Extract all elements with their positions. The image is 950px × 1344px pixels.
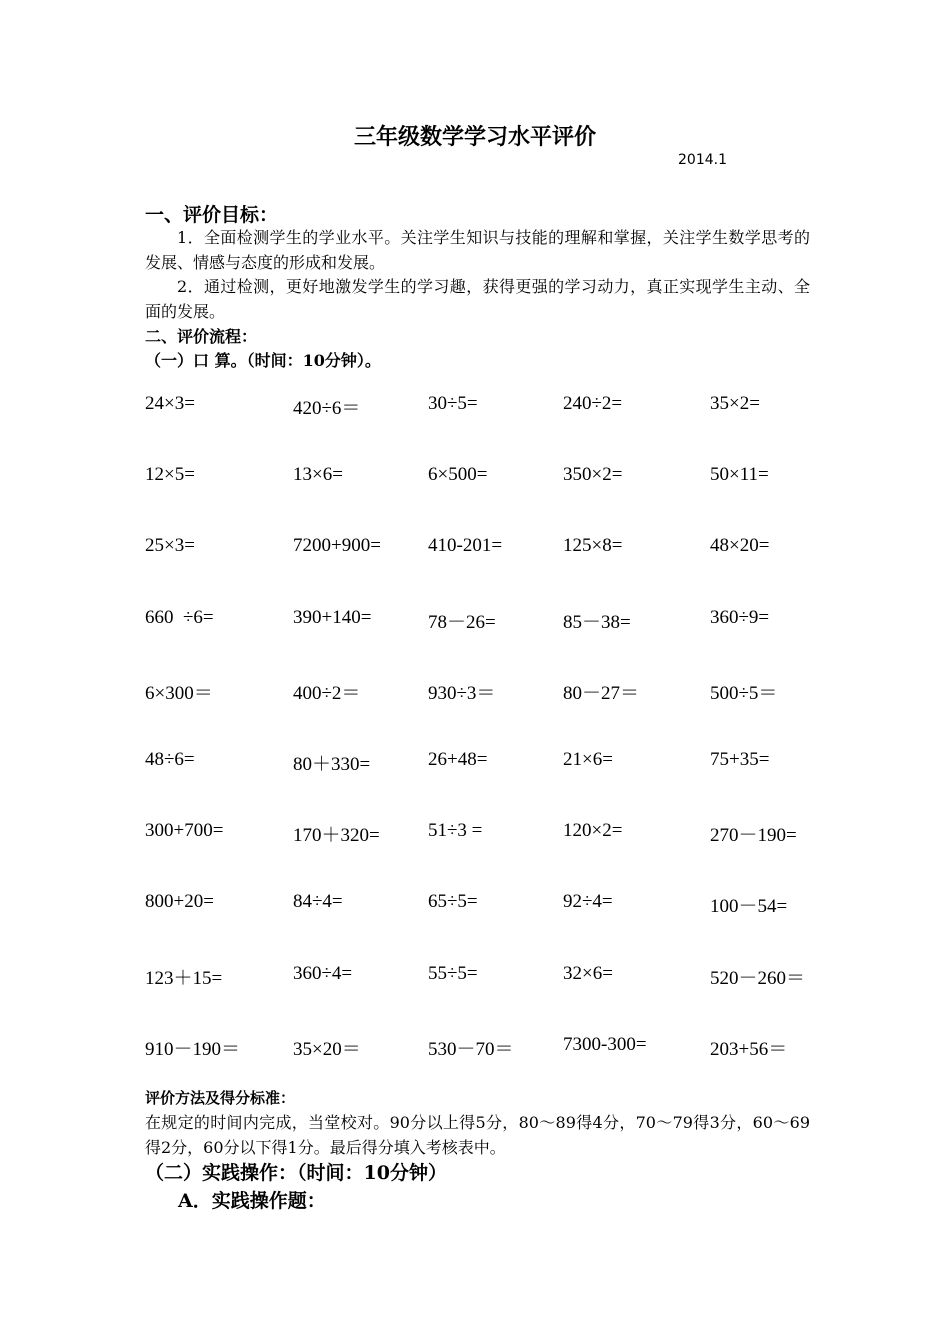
arithmetic-problem: 80＋330= — [293, 753, 371, 775]
arithmetic-problem: 7300-300= — [563, 1033, 647, 1055]
arithmetic-problem: 203+56＝ — [710, 1038, 788, 1060]
goal-paragraph-2: 2．通过检测，更好地激发学生的学习趣，获得更强的学习动力，真正实现学生主动、全面的发展。 — [145, 277, 810, 321]
practical-task-a-heading: A．实践操作题： — [178, 1190, 326, 1212]
practical-operation-heading: （二）实践操作：（时间：10分钟） — [145, 1162, 447, 1184]
goal-paragraph-1: 1．全面检测学生的学业水平。关注学生知识与技能的理解和掌握，关注学生数学思考的发展、情感与态度的形成和发展。 — [145, 228, 810, 272]
arithmetic-problem: 360÷9= — [710, 606, 770, 628]
problem-row — [145, 535, 825, 606]
arithmetic-problem: 25×3= — [145, 535, 195, 557]
arithmetic-problem: 13×6= — [293, 464, 343, 486]
section-process-heading: 二、评价流程： — [145, 327, 258, 346]
arithmetic-problem: 800+20= — [145, 891, 214, 913]
arithmetic-problem: 170＋320= — [293, 825, 380, 847]
problem-row — [145, 607, 825, 678]
arithmetic-problem: 120×2= — [563, 820, 623, 842]
arithmetic-problem: 530－70＝ — [428, 1038, 514, 1060]
arithmetic-problem: 125×8= — [563, 535, 623, 557]
document-date: 2014.1 — [678, 152, 727, 168]
arithmetic-problem: 910－190＝ — [145, 1038, 241, 1060]
arithmetic-problem: 26+48= — [428, 748, 488, 770]
arithmetic-problem: 85－38= — [563, 611, 631, 633]
arithmetic-problem: 35×20＝ — [293, 1038, 361, 1060]
arithmetic-problem: 270－190= — [710, 825, 797, 847]
problem-row — [145, 678, 825, 749]
problem-row — [145, 820, 825, 891]
problem-row — [145, 393, 825, 464]
mental-arithmetic-heading: （一）口 算。（时间：10分钟）。 — [145, 351, 381, 370]
arithmetic-problem: 390+140= — [293, 606, 372, 628]
arithmetic-problem: 78－26= — [428, 611, 496, 633]
problem-row — [145, 749, 825, 820]
arithmetic-problem: 48÷6= — [145, 748, 195, 770]
arithmetic-problem: 50×11= — [710, 464, 769, 486]
arithmetic-problem: 930÷3＝ — [428, 682, 496, 704]
problem-row — [145, 963, 825, 1034]
arithmetic-problem: 6×300＝ — [145, 682, 213, 704]
arithmetic-problem: 75+35= — [710, 748, 770, 770]
arithmetic-problem-grid — [145, 393, 825, 1105]
arithmetic-problem: 520－260＝ — [710, 967, 806, 989]
arithmetic-problem: 55÷5= — [428, 962, 478, 984]
arithmetic-problem: 21×6= — [563, 748, 613, 770]
arithmetic-problem: 500÷5＝ — [710, 682, 778, 704]
arithmetic-problem: 24×3= — [145, 393, 195, 414]
arithmetic-problem: 360÷4= — [293, 962, 353, 984]
problem-row — [145, 464, 825, 535]
arithmetic-problem: 32×6= — [563, 962, 613, 984]
arithmetic-problem: 123＋15= — [145, 967, 223, 989]
arithmetic-problem: 410-201= — [428, 535, 503, 557]
arithmetic-problem: 84÷4= — [293, 891, 343, 913]
scoring-method-text: 在规定的时间内完成，当堂校对。90分以上得5分，80～89得4分，70～79得3分，60～69得2分，60分以下得1分。最后得分填入考核表中。 — [145, 1113, 810, 1157]
arithmetic-problem: 48×20= — [710, 535, 770, 557]
scoring-method-heading: 评价方法及得分标准： — [145, 1089, 296, 1107]
arithmetic-problem: 300+700= — [145, 820, 224, 842]
document-title: 三年级数学学习水平评价 — [353, 125, 596, 150]
arithmetic-problem: 65÷5= — [428, 891, 478, 913]
arithmetic-problem: 92÷4= — [563, 891, 613, 913]
arithmetic-problem: 350×2= — [563, 464, 623, 486]
arithmetic-problem: 35×2= — [710, 393, 760, 414]
arithmetic-problem: 660 ÷6= — [145, 606, 214, 628]
arithmetic-problem: 240÷2= — [563, 393, 623, 414]
arithmetic-problem: 12×5= — [145, 464, 195, 486]
arithmetic-problem: 51÷3 = — [428, 820, 483, 842]
arithmetic-problem: 30÷5= — [428, 393, 478, 414]
problem-row — [145, 891, 825, 962]
arithmetic-problem: 400÷2＝ — [293, 682, 361, 704]
arithmetic-problem: 7200+900= — [293, 535, 381, 557]
arithmetic-problem: 6×500= — [428, 464, 488, 486]
section-goals-heading: 一、评价目标： — [145, 204, 279, 226]
arithmetic-problem: 100－54= — [710, 896, 788, 918]
arithmetic-problem: 420÷6＝ — [293, 398, 361, 419]
arithmetic-problem: 80－27＝ — [563, 682, 640, 704]
